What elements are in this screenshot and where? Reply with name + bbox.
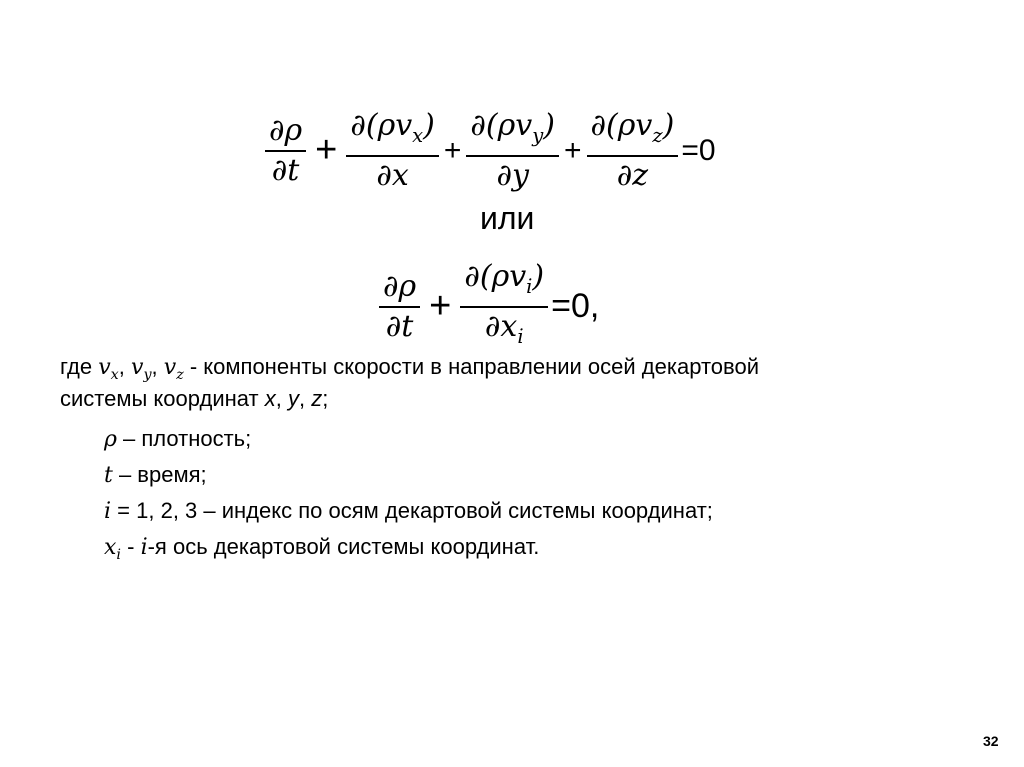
plus-sign: +	[429, 285, 452, 328]
plus-sign: +	[315, 129, 338, 172]
plus-sign: +	[563, 133, 582, 167]
or-word: или	[480, 200, 535, 236]
fraction-drho-dt: $\frac{\partial\rho}{\partial t}$	[379, 268, 420, 346]
equals-zero: =0,	[551, 287, 600, 326]
definition-time: t – время;	[104, 462, 207, 488]
continuity-equation-cartesian	[262, 107, 716, 195]
equals-zero: =0	[681, 133, 716, 167]
coordinate-system-line: системы координат x, y, z;	[60, 386, 329, 411]
page-number: 32	[983, 733, 999, 749]
continuity-equation-index	[376, 258, 599, 356]
fraction-drhovy-dy: $\frac{\partial(\rho v_y)}{\partial y}$	[466, 107, 559, 195]
definition-axis: $x_i - i-я$ ось декартовой системы координат.	[104, 534, 540, 563]
definition-index: i = 1, 2, 3 – индекс по осям декартовой системы координат;	[104, 498, 713, 524]
fraction-drho-dt: $\frac{\partial\rho}{\partial t}$	[265, 112, 306, 190]
definition-density: ρ – плотность;	[104, 426, 252, 452]
velocity-components-line: где $v_x$, $v_y$, $v_z$ - компоненты скорости в направлении осей декартовой	[60, 354, 760, 383]
fraction-drhovz-dz: $\frac{\partial(\rho v_z)}{\partial z}$	[587, 107, 679, 195]
fraction-drhovi-dxi: $\frac{\partial(\rho v_i)}{\partial x_i}$	[460, 258, 548, 356]
fraction-drhovx-dx: $\frac{\partial(\rho v_x)}{\partial x}$	[346, 107, 439, 195]
plus-sign: +	[443, 133, 462, 167]
